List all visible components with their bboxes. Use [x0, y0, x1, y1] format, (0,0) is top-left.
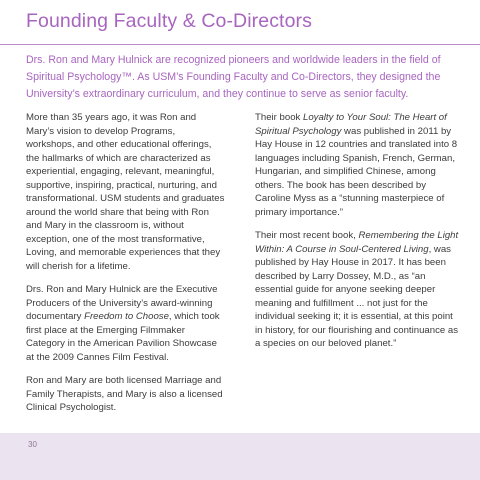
right-column	[255, 111, 460, 361]
left-paragraph-1: More than 35 years ago, it was Ron and Mary’s vision to develop Programs, workshops, and other educational offerings, the hallmarks of which are characterized as experiential, engaging, relevant, meaningful, supportive, inspiring, practical, nurturing, and transformational. USM students and graduates around the world share that being with Ron and Mary in the classroom is, without exception, one of the most transformative, Loving, and memorable experiences that they will cherish for a lifetime.	[26, 112, 225, 272]
title-divider	[0, 44, 480, 45]
left-paragraph-3: Ron and Mary are both licensed Marriage and Family Therapists, and Mary is also a licensed Clinical Psychologist.	[26, 375, 223, 413]
intro-paragraph: Drs. Ron and Mary Hulnick are recognized pioneers and worldwide leaders in the field of Spiritual Psychology™. As USM’s Founding Faculty and Co-Directors, they designed the University’s extraordinary curriculum, and they continue to serve as senior faculty.	[26, 54, 441, 100]
footer-band	[0, 433, 480, 480]
right-paragraph-2-text-end: , was published by Hay House in 2017. It has been described by Larry Dossey, M.D., as “an essential guide for anyone seeking deeper meaning and fulfillment ... not just for the individual seeking it; it is essential, at this point in history, for our flourishing and continuance as a species on our beloved planet.”	[255, 243, 459, 349]
left-paragraph-2-text-start: Drs. Ron and Mary Hulnick are the Executive Producers of the University’s award-winning documentary	[26, 284, 218, 322]
book-title-loyalty: Loyalty to Your Soul: The Heart of Spiritual Psychology	[255, 112, 447, 137]
book-title-remembering: Remembering the Light Within: A Course in Soul-Centered Living	[255, 230, 459, 255]
page-number: 30	[28, 440, 37, 449]
right-paragraph-2	[255, 229, 460, 351]
documentary-title: Freedom to Choose	[84, 311, 169, 322]
right-paragraph-1	[255, 111, 460, 219]
left-paragraph-2	[26, 283, 226, 364]
right-paragraph-2-text-start: Their most recent book,	[255, 230, 359, 241]
left-paragraph-2-text-end: , which took first place at the Emerging Filmmaker Category in the American Pavilion Showcase at the 2009 Cannes Film Festival.	[26, 311, 220, 363]
left-column	[26, 111, 226, 425]
right-paragraph-1-text-end: was published in 2011 by Hay House in 12 countries and translated into 8 languages including Spanish, French, German, Hungarian, and simplified Chinese, among others. The book has been described by Caroline Myss as a “stunning masterpiece of primary importance.”	[255, 125, 458, 218]
page-title: Founding Faculty & Co-Directors	[26, 10, 312, 32]
right-paragraph-1-text-start: Their book	[255, 112, 303, 123]
